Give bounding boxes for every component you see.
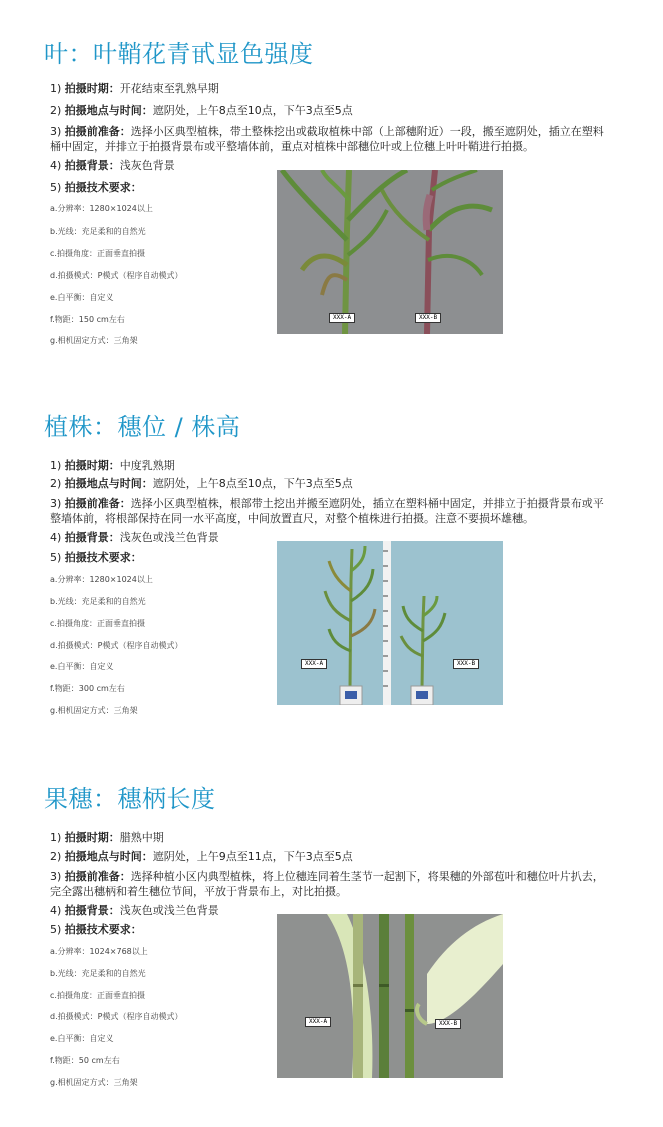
item-shoot-period: 1) 拍摄时期：中度乳熟期 <box>50 459 175 472</box>
req-tripod: g.相机固定方式：三角架 <box>50 1078 138 1087</box>
item-shoot-period: 1) 拍摄时期：开花结束至乳熟早期 <box>50 82 219 95</box>
req-resolution: a.分辨率：1280×1024以上 <box>50 204 153 213</box>
item-background: 4) 拍摄背景：浅灰色背景 <box>50 159 175 172</box>
plant-height-photo <box>277 541 503 705</box>
section-title: 植株：穗位 / 株高 <box>44 413 241 441</box>
req-angle: c.拍摄角度：正面垂直拍摄 <box>50 991 145 1000</box>
req-mode: d.拍摄模式：P模式（程序自动模式） <box>50 1012 183 1021</box>
req-distance: f.物距：300 cm左右 <box>50 684 125 693</box>
req-mode: d.拍摄模式：P模式（程序自动模式） <box>50 271 183 280</box>
plant-tag-a: XXX-A <box>329 313 355 323</box>
item-tech-requirements: 5) 拍摄技术要求： <box>50 181 142 194</box>
ear-tag-a: XXX-A <box>305 1017 331 1027</box>
req-white-balance: e.白平衡：自定义 <box>50 1034 114 1043</box>
plant-tag-a: XXX-A <box>301 659 327 669</box>
item-location-time: 2) 拍摄地点与时间：遮阴处，上午9点至11点，下午3点至5点 <box>50 850 353 863</box>
req-distance: f.物距：150 cm左右 <box>50 315 125 324</box>
req-tripod: g.相机固定方式：三角架 <box>50 336 138 345</box>
item-shoot-period: 1) 拍摄时期：腊熟中期 <box>50 831 164 844</box>
req-mode: d.拍摄模式：P模式（程序自动模式） <box>50 641 183 650</box>
ear-tag-b: XXX-B <box>435 1019 461 1029</box>
req-distance: f.物距：50 cm左右 <box>50 1056 120 1065</box>
req-tripod: g.相机固定方式：三角架 <box>50 706 138 715</box>
req-white-balance: e.白平衡：自定义 <box>50 293 114 302</box>
item-background: 4) 拍摄背景：浅灰色或浅兰色背景 <box>50 531 219 544</box>
leaf-sheath-illustration <box>277 170 503 334</box>
plant-tag-b: XXX-B <box>453 659 479 669</box>
ear-stalk-photo <box>277 914 503 1078</box>
req-angle: c.拍摄角度：正面垂直拍摄 <box>50 619 145 628</box>
req-light: b.光线：充足柔和的自然光 <box>50 227 146 236</box>
item-tech-requirements: 5) 拍摄技术要求： <box>50 551 142 564</box>
req-angle: c.拍摄角度：正面垂直拍摄 <box>50 249 145 258</box>
item-tech-requirements: 5) 拍摄技术要求： <box>50 923 142 936</box>
ear-stalk-illustration <box>277 914 503 1078</box>
plant-tag-b: XXX-B <box>415 313 441 323</box>
req-resolution: a.分辨率：1280×1024以上 <box>50 575 153 584</box>
req-light: b.光线：充足柔和的自然光 <box>50 969 146 978</box>
item-background: 4) 拍摄背景：浅灰色或浅兰色背景 <box>50 904 219 917</box>
section-title: 叶：叶鞘花青甙显色强度 <box>44 40 314 68</box>
leaf-sheath-photo <box>277 170 503 334</box>
req-light: b.光线：充足柔和的自然光 <box>50 597 146 606</box>
item-preparation: 3) 拍摄前准备：选择小区典型植株，根部带土挖出并搬至遮阴处，插立在塑料桶中固定，并排立于拍摄背景布或平整墙体前，将根部保持在同一水平高度，中间放置直尺，对整个植株进行拍摄。注意不要损坏雄穗。 <box>50 497 604 525</box>
item-location-time: 2) 拍摄地点与时间：遮阴处，上午8点至10点，下午3点至5点 <box>50 477 353 490</box>
item-preparation: 3) 拍摄前准备：选择小区典型植株，带土整株挖出或截取植株中部（上部穗附近）一段，搬至遮阴处，插立在塑料桶中固定，并排立于拍摄背景布或平整墙体前，重点对植株中部穗位叶或上位穗上叶叶鞘进行拍摄。 <box>50 125 604 153</box>
item-location-time: 2) 拍摄地点与时间：遮阴处，上午8点至10点，下午3点至5点 <box>50 104 353 117</box>
req-white-balance: e.白平衡：自定义 <box>50 662 114 671</box>
item-preparation: 3) 拍摄前准备：选择种植小区内典型植株，将上位穗连同着生茎节一起割下，将果穗的外部苞叶和穗位叶片扒去，完全露出穗柄和着生穗位节间，平放于背景布上，对比拍摄。 <box>50 870 604 898</box>
req-resolution: a.分辨率：1024×768以上 <box>50 947 148 956</box>
plant-height-illustration <box>277 541 503 705</box>
section-title: 果穗：穗柄长度 <box>44 785 216 813</box>
